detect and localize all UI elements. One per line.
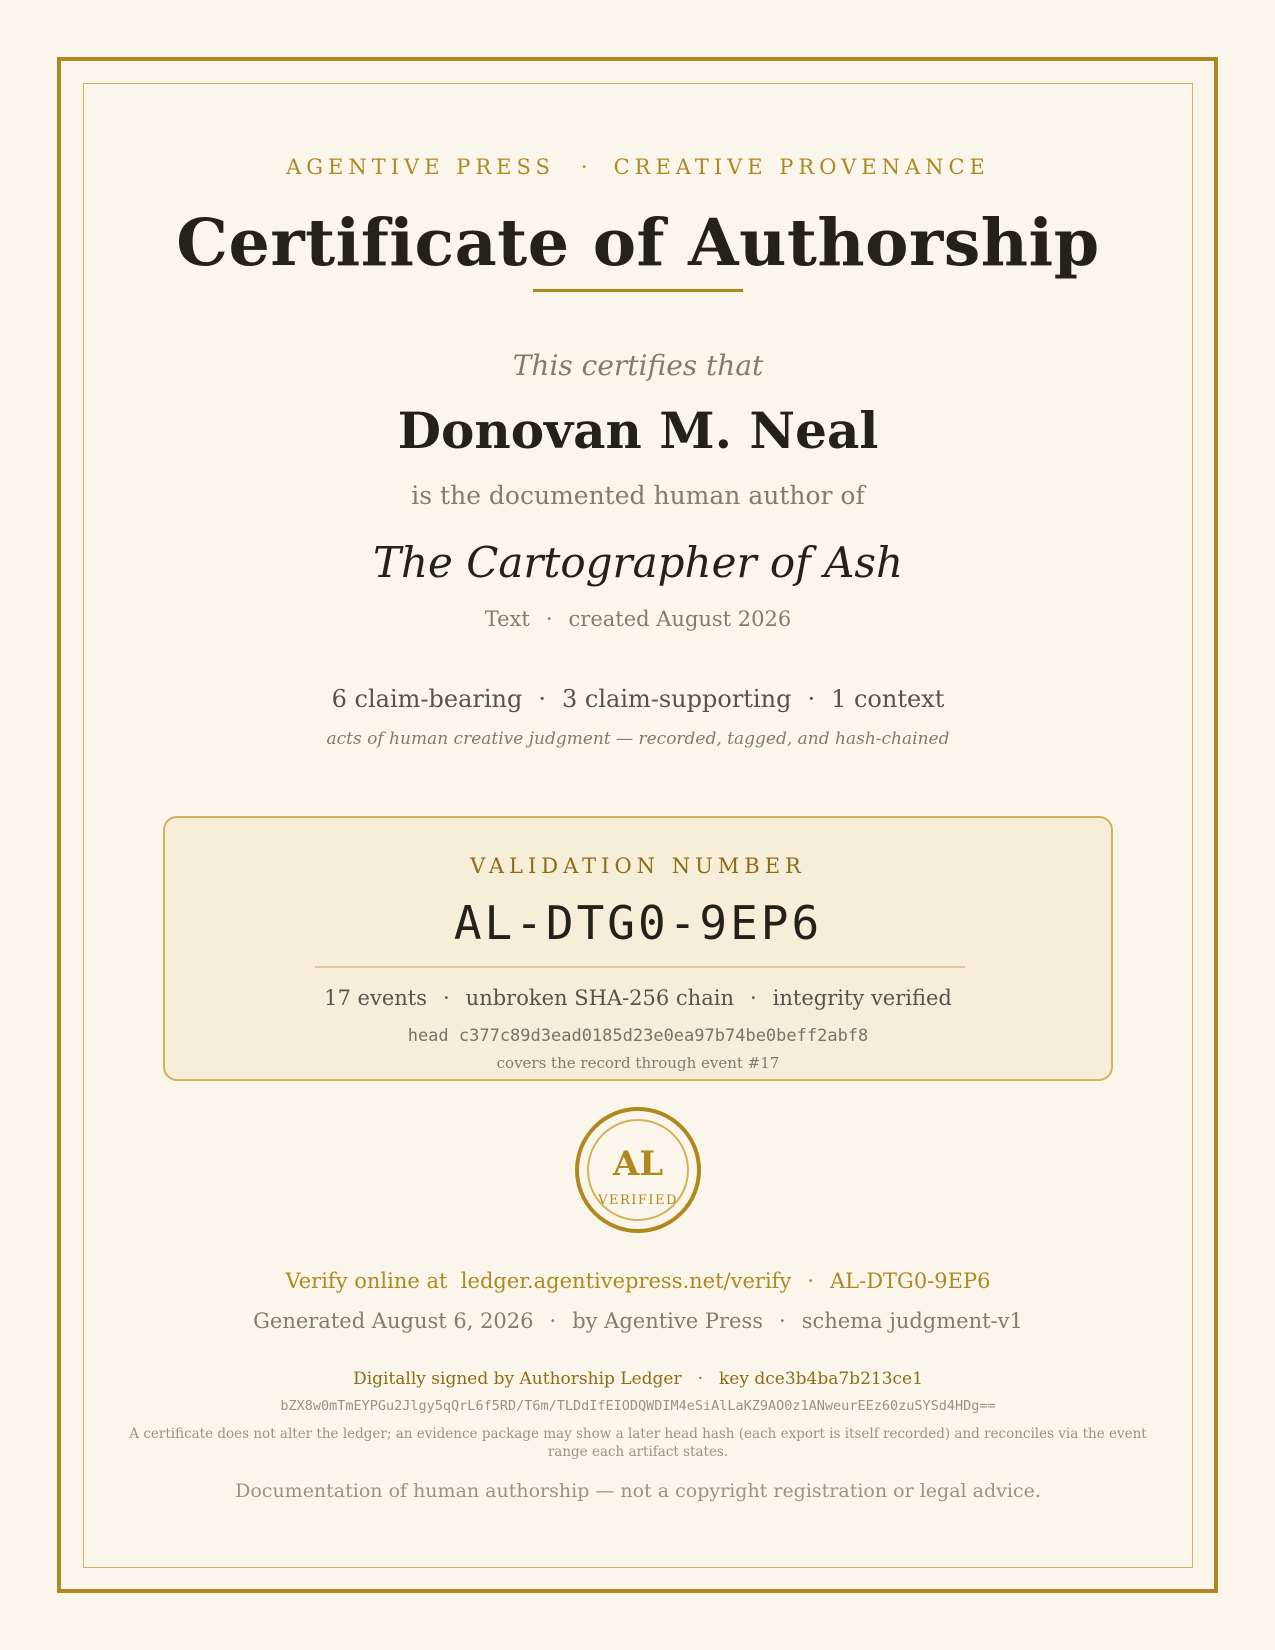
digital-signature: bZX8w0mTmEYPGu2Jlgy5qQrL6f5RD/T6m/TLDdIfEIODQWDIM4eSiAlLaKZ9AO0z1ANweurEEz60zuSYSd4HDg== <box>280 1398 996 1414</box>
seal-word: VERIFIED <box>598 1193 678 1208</box>
integrity-status: integrity verified <box>772 986 952 1010</box>
separator-dot: · <box>545 607 553 631</box>
author-of-text: is the documented human author of <box>411 481 865 510</box>
context-count: 1 context <box>831 685 945 713</box>
verify-prefix: Verify online at <box>285 1269 448 1293</box>
separator-dot: · <box>549 1309 557 1333</box>
separator-dot: · <box>580 155 588 179</box>
ledger-disclaimer: A certificate does not alter the ledger; an evidence package may show a later head hash (each export is itself recorded) and reconciles via the event range each artifact states. <box>129 1426 1147 1460</box>
verify-link[interactable]: ledger.agentivepress.net/verify <box>460 1269 792 1293</box>
separator-dot: · <box>697 1369 703 1389</box>
separator-dot: · <box>807 1269 814 1293</box>
schema-version: schema judgment-v1 <box>801 1309 1023 1333</box>
separator-dot: · <box>749 986 757 1010</box>
claim-bearing-count: 6 claim-bearing <box>331 685 523 713</box>
seal-letters: AL <box>612 1144 664 1184</box>
signing-key: key dce3b4ba7b213ce1 <box>719 1369 923 1389</box>
event-count: 17 events <box>324 986 427 1010</box>
chain-info <box>165 986 1111 1010</box>
validation-number: AL-DTG0-9EP6 <box>453 896 823 950</box>
coverage-text: covers the record through event #17 <box>496 1054 780 1072</box>
separator-dot: · <box>442 986 450 1010</box>
certifies-text: This certifies that <box>512 349 764 382</box>
head-hash: head c377c89d3ead0185d23e0ea97b74be0beff2abf8 <box>407 1026 869 1046</box>
legal-note: Documentation of human authorship — not a copyright registration or legal advice. <box>235 1480 1041 1502</box>
title-underline <box>533 289 743 292</box>
work-created: created August 2026 <box>568 607 792 631</box>
validation-panel <box>163 816 1113 1081</box>
publisher-name: AGENTIVE PRESS <box>286 155 555 179</box>
signed-by: Digitally signed by Authorship Ledger <box>353 1369 682 1389</box>
certificate <box>83 83 1193 1568</box>
generated-by: by Agentive Press <box>572 1309 764 1333</box>
separator-dot: · <box>779 1309 786 1333</box>
generated-line <box>83 1309 1193 1333</box>
work-meta <box>83 607 1193 631</box>
validation-label: VALIDATION NUMBER <box>470 854 806 878</box>
publisher-category: CREATIVE PROVENANCE <box>613 155 990 179</box>
work-type: Text <box>484 607 530 631</box>
certificate-title: Certificate of Authorship <box>176 205 1100 281</box>
signed-line <box>83 1369 1193 1389</box>
judgment-note: acts of human creative judgment — recorded, tagged, and hash-chained <box>326 729 950 749</box>
chain-status: unbroken SHA-256 chain <box>465 986 734 1010</box>
verified-seal <box>574 1106 702 1234</box>
judgment-counts <box>83 685 1193 713</box>
verify-code: AL-DTG0-9EP6 <box>830 1269 991 1293</box>
separator-dot: · <box>538 685 546 713</box>
separator-dot: · <box>807 685 816 713</box>
publisher-line <box>83 155 1193 179</box>
validation-divider <box>315 966 965 968</box>
author-name: Donovan M. Neal <box>397 401 879 460</box>
generated-date: Generated August 6, 2026 <box>253 1309 534 1333</box>
verify-line <box>83 1269 1193 1293</box>
claim-supporting-count: 3 claim-supporting <box>562 685 792 713</box>
work-title: The Cartographer of Ash <box>372 538 904 587</box>
